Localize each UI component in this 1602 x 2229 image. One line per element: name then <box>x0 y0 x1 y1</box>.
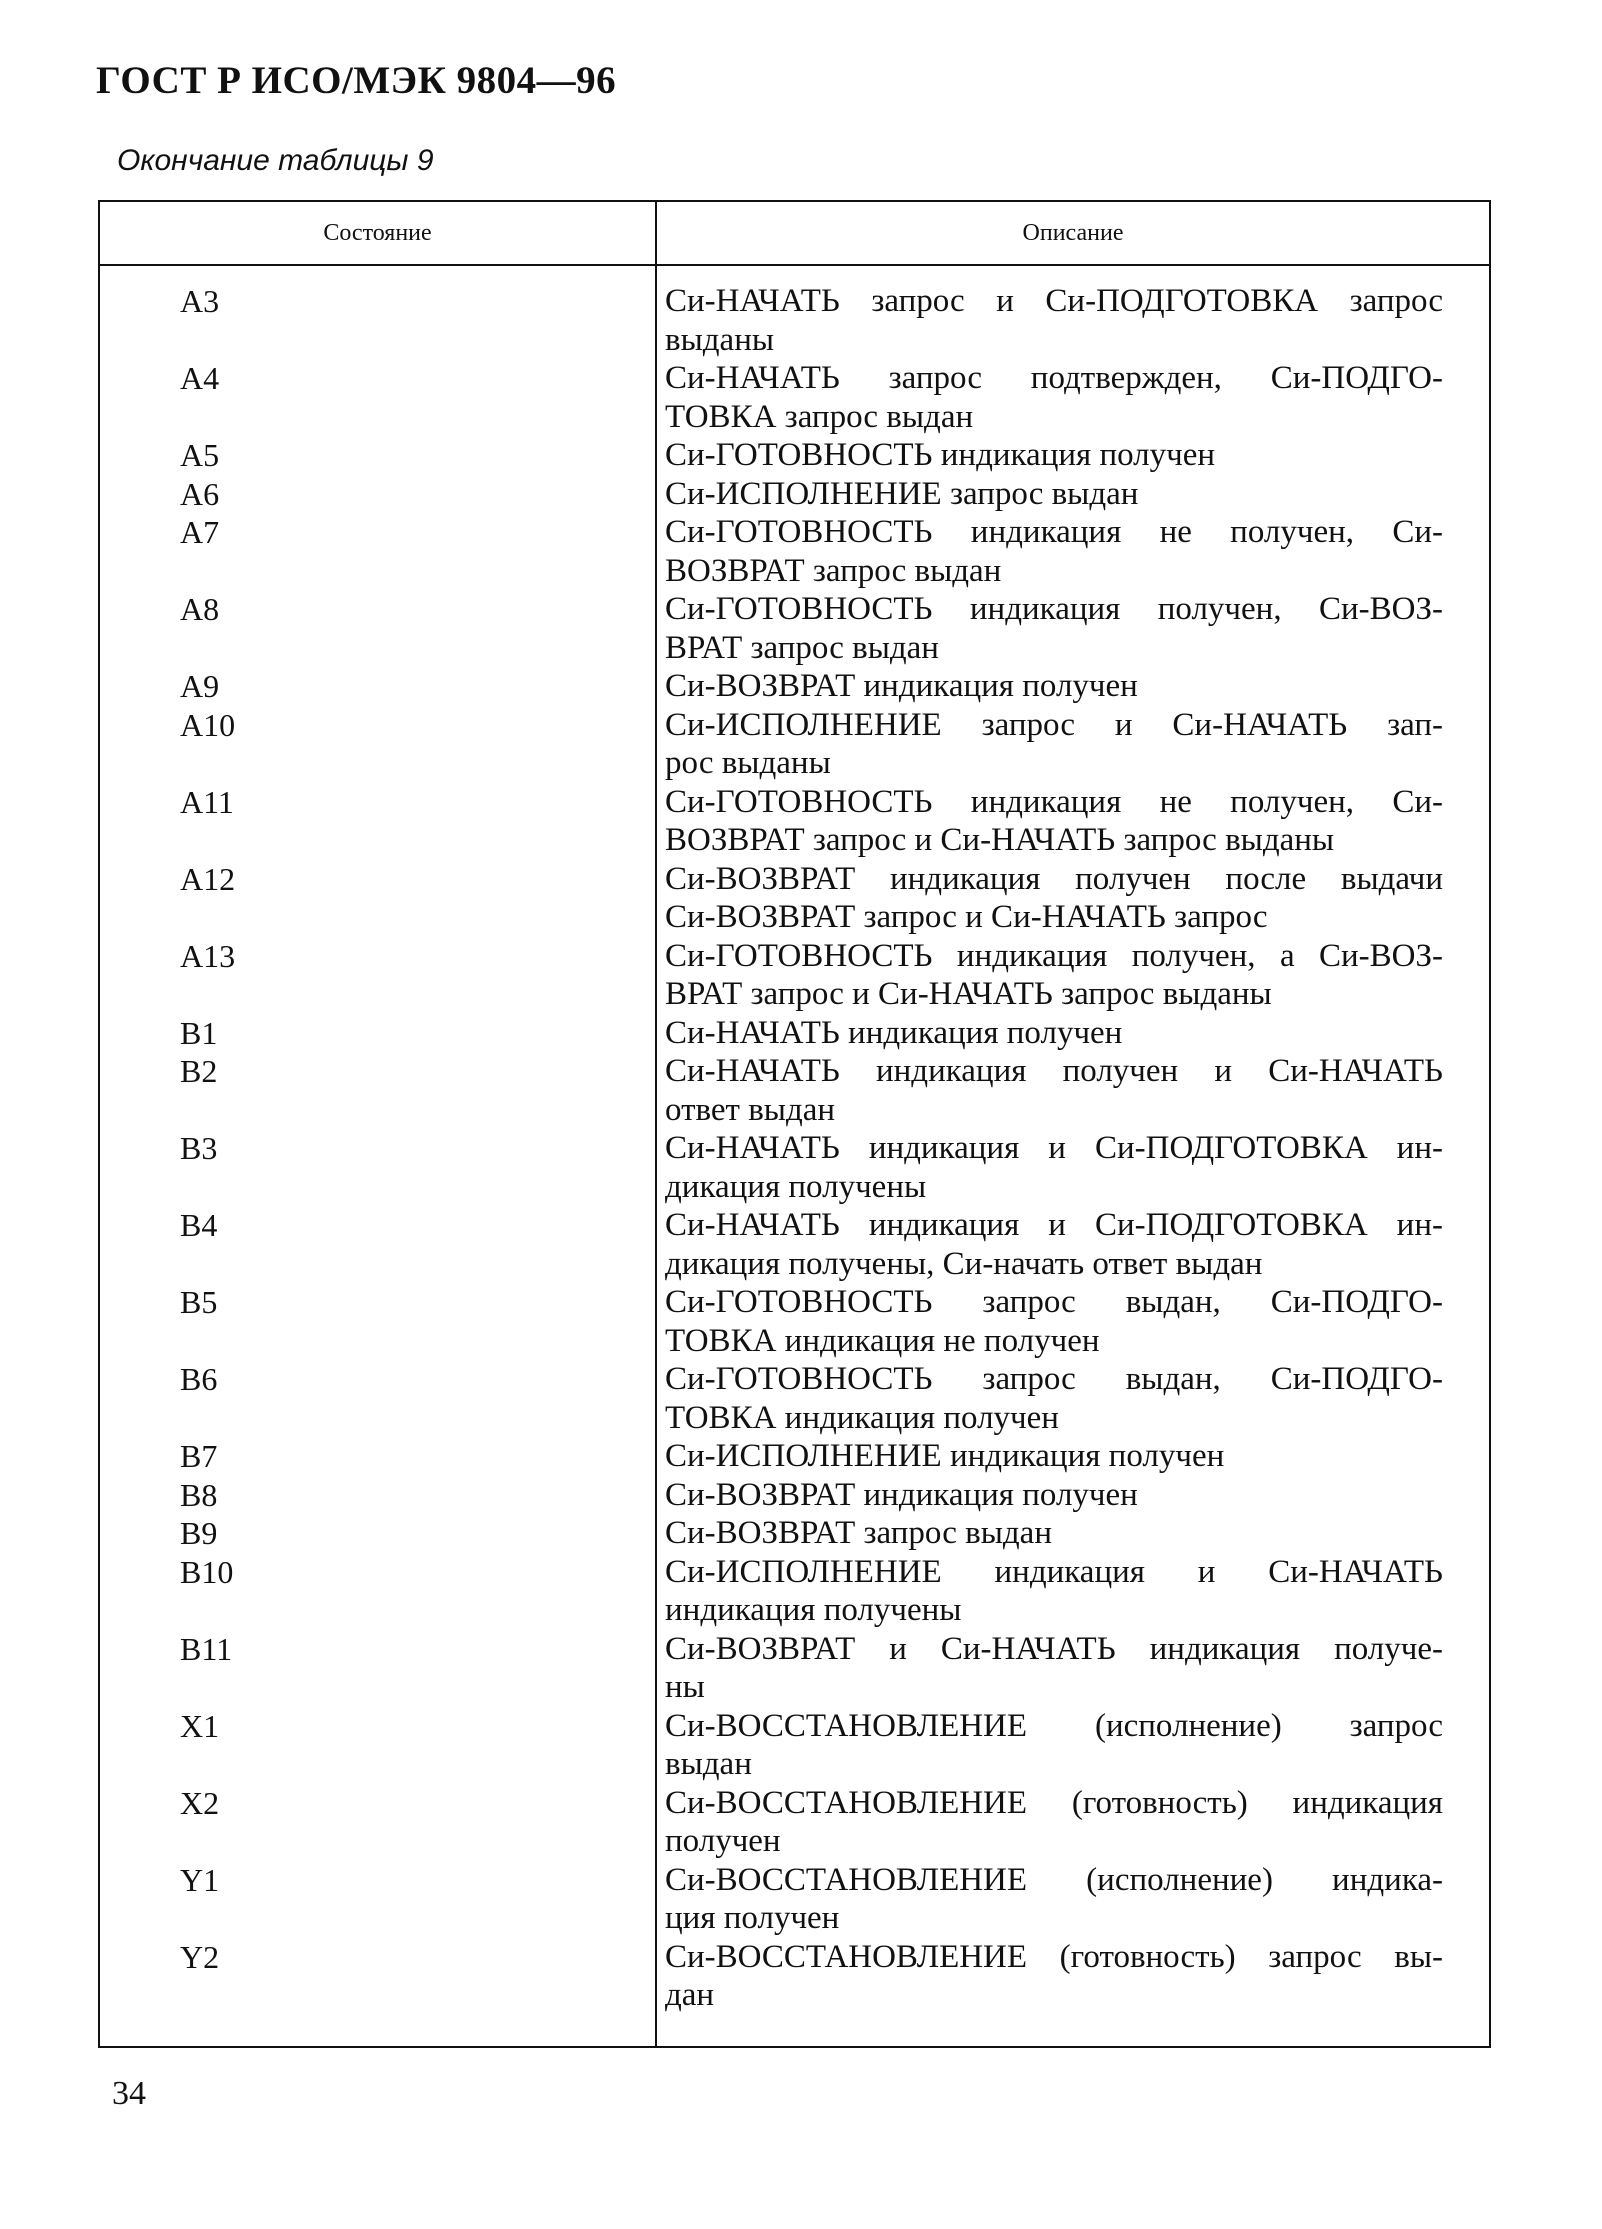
description-line: Си-ИСПОЛНЕНИЕ индикация получен <box>665 1438 1225 1474</box>
state-cell: B11 <box>180 1630 233 1667</box>
description-line: дан <box>665 1977 715 2013</box>
state-cell: B6 <box>180 1361 218 1397</box>
state-table <box>98 200 1491 2048</box>
description-line: Си-ГОТОВНОСТЬ запрос выдан, Си-ПОДГО- <box>665 1284 1443 1320</box>
table-row <box>100 359 1489 436</box>
description-line: Си-НАЧАТЬ индикация получен и Си-НАЧАТЬ <box>665 1053 1443 1089</box>
description-cell <box>655 1938 1449 2015</box>
description-line: дикация получены <box>665 1168 927 1205</box>
description-line: Си-ВОЗВРАТ индикация получен после выдачи <box>665 860 1443 897</box>
state-cell: A8 <box>180 591 220 627</box>
description-line: ция получен <box>665 1900 840 1936</box>
description-cell <box>655 706 1449 783</box>
table-row <box>100 1514 1489 1553</box>
document-header: ГОСТ Р ИСО/МЭК 9804—96 <box>96 59 617 102</box>
description-cell <box>655 1283 1449 1360</box>
page-number: 34 <box>112 2075 146 2112</box>
description-cell <box>655 590 1449 667</box>
table-row <box>100 860 1489 937</box>
description-line: Си-ИСПОЛНЕНИЕ запрос выдан <box>665 475 1139 512</box>
table-row <box>100 1360 1489 1437</box>
description-line: Си-НАЧАТЬ индикация получен <box>665 1014 1123 1051</box>
table-row <box>100 1861 1489 1938</box>
state-cell: B8 <box>180 1476 218 1513</box>
state-cell: B1 <box>180 1014 218 1051</box>
state-cell: A4 <box>180 360 220 396</box>
state-cell: A10 <box>180 706 236 743</box>
table-row <box>100 1052 1489 1129</box>
description-cell <box>655 1630 1449 1707</box>
table-row <box>100 1784 1489 1861</box>
state-cell: B7 <box>180 1438 218 1474</box>
description-line: ВРАТ запрос выдан <box>665 629 939 666</box>
description-cell <box>655 1052 1449 1129</box>
description-line: Си-ГОТОВНОСТЬ индикация не получен, Си- <box>665 783 1443 820</box>
description-line: ТОВКА запрос выдан <box>665 398 974 435</box>
table-row <box>100 706 1489 783</box>
description-line: ВОЗВРАТ запрос выдан <box>665 552 1002 589</box>
description-line: рос выданы <box>665 745 831 781</box>
description-line: ТОВКА индикация не получен <box>665 1322 1100 1359</box>
description-line: Си-ВОССТАНОВЛЕНИЕ (исполнение) запрос <box>665 1707 1443 1744</box>
state-cell: A13 <box>180 937 236 974</box>
description-cell <box>655 282 1449 359</box>
description-cell <box>655 513 1449 590</box>
state-cell: B9 <box>180 1515 218 1551</box>
description-line: Си-ВОССТАНОВЛЕНИЕ (готовность) запрос вы- <box>665 1938 1443 1975</box>
table-body <box>100 282 1489 2015</box>
description-cell <box>655 860 1449 937</box>
table-row <box>100 1938 1489 2015</box>
state-cell: Y2 <box>180 1938 220 1975</box>
description-line: ВОЗВРАТ запрос и Си-НАЧАТЬ запрос выданы <box>665 822 1335 858</box>
table-row <box>100 1707 1489 1784</box>
description-cell <box>655 359 1449 436</box>
state-cell: A12 <box>180 860 236 897</box>
state-cell: B2 <box>180 1053 218 1089</box>
table-row <box>100 667 1489 706</box>
description-line: Си-ВОЗВРАТ и Си-НАЧАТЬ индикация получе- <box>665 1630 1443 1667</box>
description-line: ответ выдан <box>665 1091 836 1128</box>
description-line: Си-НАЧАТЬ запрос и Си-ПОДГОТОВКА запрос <box>665 283 1443 319</box>
column-header-state: Состояние <box>323 220 432 246</box>
description-line: Си-НАЧАТЬ индикация и Си-ПОДГОТОВКА ин- <box>665 1130 1443 1166</box>
description-line: Си-ИСПОЛНЕНИЕ запрос и Си-НАЧАТЬ зап- <box>665 706 1443 743</box>
description-line: Си-ВОЗВРАТ индикация получен <box>665 668 1138 704</box>
description-line: Си-ВОЗВРАТ запрос выдан <box>665 1515 1052 1551</box>
state-cell: B4 <box>180 1207 218 1243</box>
table-row <box>100 1014 1489 1053</box>
description-cell <box>655 475 1449 514</box>
state-cell: Y1 <box>180 1861 220 1898</box>
table-row <box>100 937 1489 1014</box>
column-header-description: Описание <box>1022 220 1124 246</box>
description-line: ВРАТ запрос и Си-НАЧАТЬ запрос выданы <box>665 976 1272 1012</box>
description-cell <box>655 783 1449 860</box>
table-row <box>100 1283 1489 1360</box>
table-row <box>100 282 1489 359</box>
description-line: Си-ГОТОВНОСТЬ индикация получен, Си-ВОЗ- <box>665 591 1443 627</box>
table-row <box>100 1476 1489 1515</box>
description-line: ТОВКА индикация получен <box>665 1399 1059 1436</box>
table-row <box>100 1206 1489 1283</box>
description-line: выданы <box>665 321 775 358</box>
description-cell <box>655 1014 1449 1053</box>
description-line: Си-ВОЗВРАТ запрос и Си-НАЧАТЬ запрос <box>665 899 1268 935</box>
description-line: Си-ГОТОВНОСТЬ запрос выдан, Си-ПОДГО- <box>665 1361 1443 1397</box>
state-cell: A5 <box>180 437 220 473</box>
description-line: Си-НАЧАТЬ индикация и Си-ПОДГОТОВКА ин- <box>665 1207 1443 1243</box>
description-line: Си-ГОТОВНОСТЬ индикация получен <box>665 437 1216 473</box>
state-cell: X1 <box>180 1707 220 1744</box>
description-cell <box>655 1476 1449 1515</box>
state-cell: A6 <box>180 475 220 512</box>
state-cell: A9 <box>180 668 220 704</box>
description-cell <box>655 1206 1449 1283</box>
table-caption: Окончание таблицы 9 <box>117 144 434 177</box>
state-cell: A3 <box>180 283 220 319</box>
state-cell: A7 <box>180 514 220 550</box>
description-line: Си-ГОТОВНОСТЬ индикация не получен, Си- <box>665 514 1443 550</box>
description-cell <box>655 1360 1449 1437</box>
description-line: выдан <box>665 1746 752 1782</box>
table-row <box>100 1437 1489 1476</box>
table-row <box>100 783 1489 860</box>
description-cell <box>655 937 1449 1014</box>
description-line: Си-ВОССТАНОВЛЕНИЕ (готовность) индикация <box>665 1784 1443 1821</box>
table-row <box>100 475 1489 514</box>
table-row <box>100 436 1489 475</box>
state-cell: B3 <box>180 1130 218 1166</box>
description-cell <box>655 1707 1449 1784</box>
description-cell <box>655 1861 1449 1938</box>
description-cell <box>655 1437 1449 1476</box>
description-line: ны <box>665 1669 705 1705</box>
description-line: Си-НАЧАТЬ запрос подтвержден, Си-ПОДГО- <box>665 360 1443 396</box>
description-cell <box>655 1129 1449 1206</box>
state-cell: B10 <box>180 1553 234 1590</box>
description-line: Си-ГОТОВНОСТЬ индикация получен, а Си-ВОЗ- <box>665 937 1443 974</box>
description-cell <box>655 1553 1449 1630</box>
description-cell <box>655 1514 1449 1553</box>
description-cell <box>655 667 1449 706</box>
description-cell <box>655 436 1449 475</box>
state-cell: B5 <box>180 1284 218 1320</box>
description-line: дикация получены, Си-начать ответ выдан <box>665 1245 1263 1282</box>
table-row <box>100 513 1489 590</box>
table-row <box>100 1129 1489 1206</box>
description-line: Си-ВОЗВРАТ индикация получен <box>665 1476 1138 1513</box>
description-cell <box>655 1784 1449 1861</box>
table-row <box>100 1553 1489 1630</box>
header-rule <box>100 264 1489 266</box>
state-cell: X2 <box>180 1784 220 1821</box>
table-row <box>100 1630 1489 1707</box>
table-row <box>100 590 1489 667</box>
state-cell: A11 <box>180 783 234 820</box>
description-line: Си-ВОССТАНОВЛЕНИЕ (исполнение) индика- <box>665 1861 1443 1898</box>
description-line: получен <box>665 1823 781 1859</box>
description-line: Си-ИСПОЛНЕНИЕ индикация и Си-НАЧАТЬ <box>665 1553 1443 1590</box>
description-line: индикация получены <box>665 1592 962 1628</box>
